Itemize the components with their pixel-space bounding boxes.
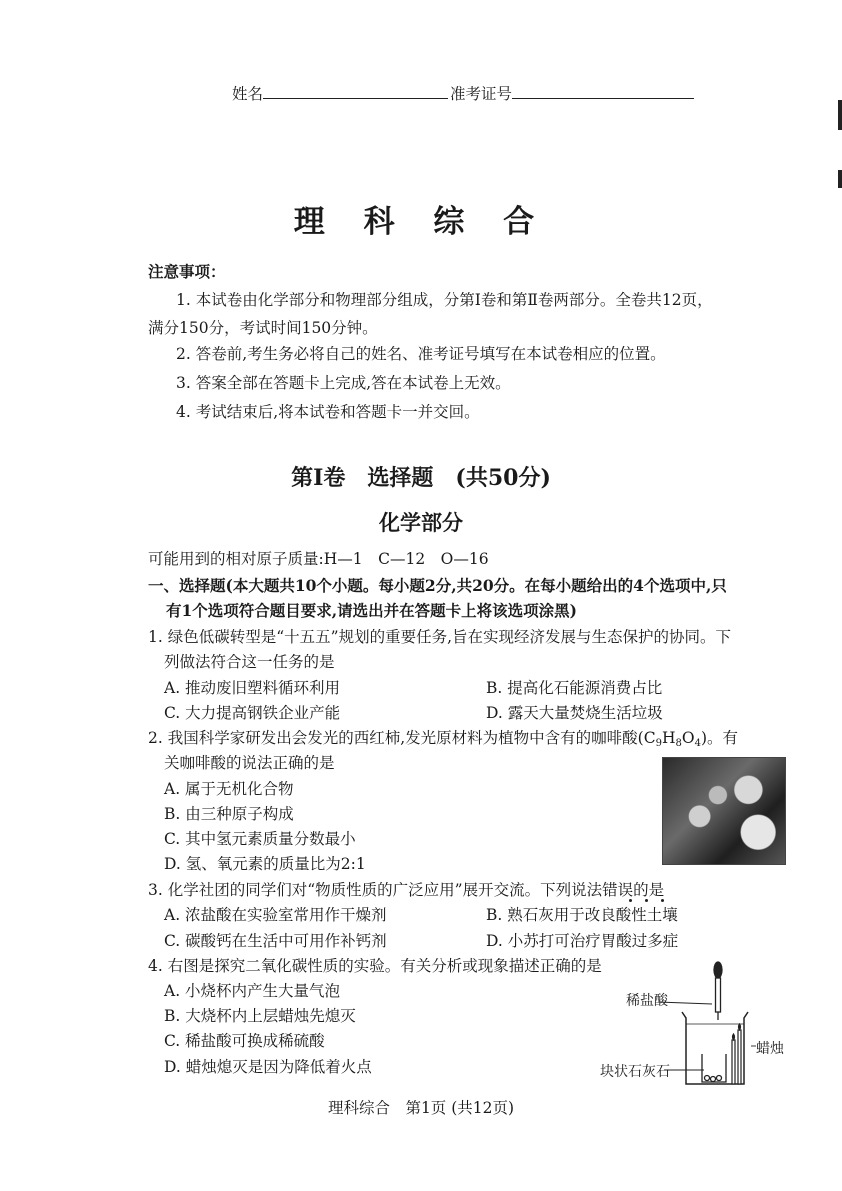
label-dilute-hcl: 稀盐酸 (626, 993, 668, 1009)
emphasis-dot (645, 899, 648, 902)
emphasis-dot (661, 899, 664, 902)
label-limestone: 块状石灰石 (600, 1064, 670, 1080)
formula-o: O (681, 729, 695, 747)
q2-option-a: A. 属于无机化合物 (164, 780, 294, 798)
name-blank[interactable] (263, 84, 448, 99)
q2-stem-text: 2. 我国科学家研发出会发光的西红柿,发光原材料为植物中含有的咖啡酸(C (148, 729, 656, 747)
page-footer: 理科综合 第1页 (共12页) (327, 1099, 515, 1117)
notice-item-2: 2. 答卷前,考生务必将自己的姓名、准考证号填写在本试卷相应的位置。 (176, 345, 666, 363)
label-candle: 蜡烛 (756, 1041, 784, 1057)
q3-option-b: B. 熟石灰用于改良酸性土壤 (486, 906, 678, 924)
q4-stem: 4. 右图是探究二氧化碳性质的实验。有关分析或现象描述正确的是 (148, 957, 602, 975)
notice-item-3: 3. 答案全部在答题卡上完成,答在本试卷上无效。 (176, 374, 511, 392)
subscript-9: 9 (655, 738, 662, 749)
notice-item-1: 1. 本试卷由化学部分和物理部分组成，分第Ⅰ卷和第Ⅱ卷两部分。全卷共12页， (176, 291, 713, 309)
q2-option-b: B. 由三种原子构成 (164, 805, 294, 823)
q2-stem-end: )。有 (700, 729, 738, 747)
exam-id-field[interactable] (450, 84, 694, 104)
q4-option-d: D. 蜡烛熄灭是因为降低着火点 (164, 1058, 372, 1076)
candle-icon (732, 1024, 741, 1084)
glowing-tomato-photo (662, 757, 786, 865)
q3-option-d: D. 小苏打可治疗胃酸过多症 (486, 932, 679, 950)
name-label: 姓名 (232, 85, 264, 103)
q4-option-c: C. 稀盐酸可换成稀硫酸 (164, 1032, 325, 1050)
q1-option-b: B. 提高化石能源消费占比 (486, 679, 663, 697)
exam-id-label: 准考证号 (450, 85, 513, 103)
q3-stem: 3. 化学社团的同学们对“物质性质的广泛应用”展开交流。下列说法错误的是 (148, 881, 665, 899)
name-field[interactable] (232, 84, 448, 104)
notice-item-1-cont: 满分150分，考试时间150分钟。 (148, 319, 378, 337)
atomic-masses: 可能用到的相对原子质量:H—1 C—12 O—16 (148, 550, 489, 568)
instructions-line-1: 一、选择题(本大题共10个小题。每小题2分,共20分。在每小题给出的4个选项中,只 (148, 576, 727, 595)
q1-option-d: D. 露天大量焚烧生活垃圾 (486, 704, 663, 722)
scan-edge-mark (838, 100, 842, 130)
part-title: 化学部分 (379, 510, 463, 535)
scan-edge-mark (838, 170, 842, 188)
q1-option-c: C. 大力提高钢铁企业产能 (164, 704, 341, 722)
exam-id-blank[interactable] (512, 84, 694, 99)
q2-option-c: C. 其中氢元素质量分数最小 (164, 830, 356, 848)
q3-option-a: A. 浓盐酸在实验室常用作干燥剂 (164, 906, 387, 924)
section-title: 第Ⅰ卷 选择题 (共50分) (291, 465, 551, 491)
page-title: 理 科 综 合 (293, 204, 549, 240)
small-beaker-icon (702, 1054, 726, 1082)
q1-stem-cont: 列做法符合这一任务的是 (164, 653, 335, 671)
q2-stem (148, 728, 738, 754)
q2-stem-cont: 关咖啡酸的说法正确的是 (164, 754, 335, 772)
q1-option-a: A. 推动废旧塑料循环利用 (164, 679, 341, 697)
subscript-8: 8 (675, 738, 682, 749)
q3-option-c: C. 碳酸钙在生活中可用作补钙剂 (164, 932, 387, 950)
notice-heading: 注意事项： (148, 262, 226, 281)
emphasis-dot (629, 899, 632, 902)
q1-stem: 1. 绿色低碳转型是“十五五”规划的重要任务,旨在实现经济发展与生态保护的协同。下 (148, 628, 731, 646)
notice-item-4: 4. 考试结束后,将本试卷和答题卡一并交回。 (176, 403, 480, 421)
q2-option-d: D. 氢、氧元素的质量比为2:1 (164, 855, 366, 873)
formula-h: H (661, 729, 676, 747)
q4-option-a: A. 小烧杯内产生大量气泡 (164, 982, 341, 1000)
dropper-icon (714, 962, 722, 1020)
q4-option-b: B. 大烧杯内上层蜡烛先熄灭 (164, 1007, 356, 1025)
subscript-4: 4 (694, 738, 701, 749)
instructions-line-2: 有1个选项符合题目要求,请选出并在答题卡上将该选项涂黑) (166, 601, 578, 620)
